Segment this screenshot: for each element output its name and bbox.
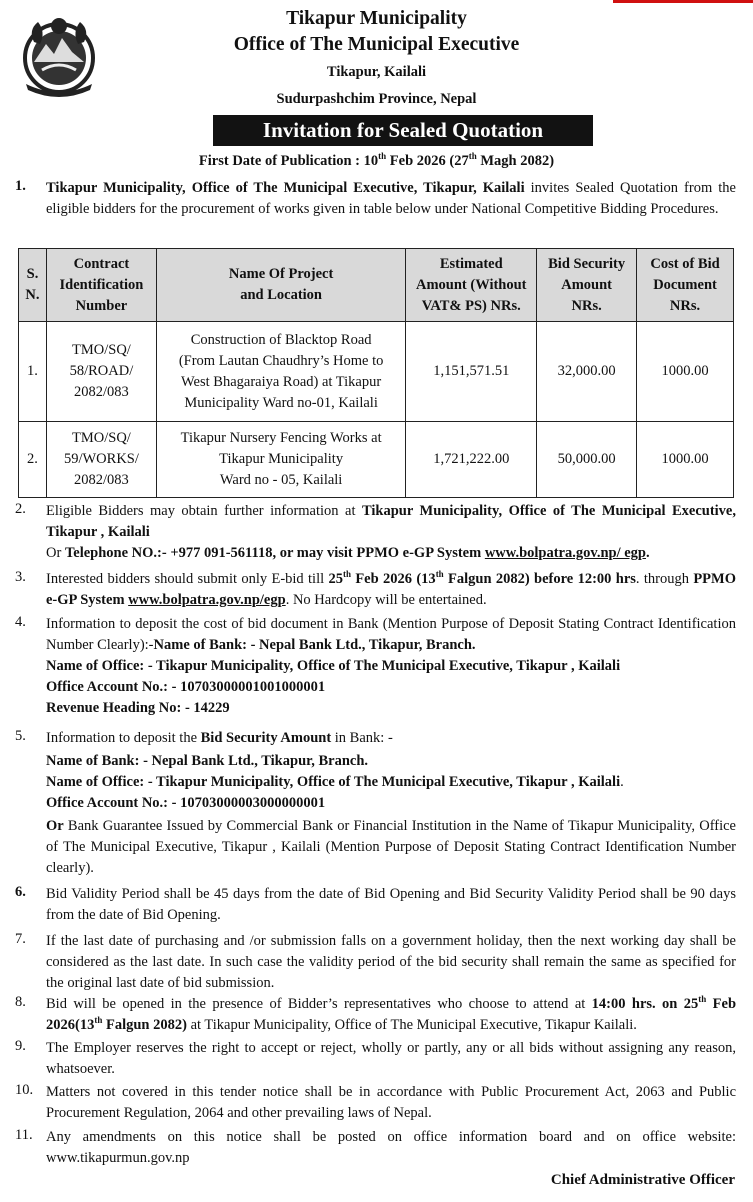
procurement-table [18, 248, 734, 498]
row-cost-document: 1000.00 [637, 422, 734, 498]
row-estimated-amount: 1,721,222.00 [406, 422, 537, 498]
header-bid-security: Bid Security Amount NRs. [537, 249, 637, 322]
clause-11: 11. Any amendments on this notice shall be posted on office information board and on office website: www.tikapurmun.gov.np [15, 1127, 736, 1166]
clause-4: 4. Information to deposit the cost of bid document in Bank (Mention Purpose of Deposit Stating Contract Identification Number Clearly):-Name of Bank: - Nepal Bank Ltd., Tikapur, Branch. Name of Office: - Tikapur Municipality, Office of The Municipal Executive, Tikapur , Kailali Office Account No.: - 10703000001001000001 Revenue Heading No: - 14229 [15, 614, 736, 716]
header-estimated-amount: Estimated Amount (Without VAT& PS) NRs. [406, 249, 537, 322]
table-row [19, 422, 734, 498]
clause-10: 10. Matters not covered in this tender notice shall be in accordance with Public Procurement Act, 2063 and Public Procurement Regulation, 2064 and other prevailing laws of Nepal. [15, 1082, 736, 1121]
signature-title: Chief Administrative Officer [550, 1172, 735, 1188]
city-name: Tikapur, Kailali [326, 64, 427, 80]
organization-name: Tikapur Municipality [286, 8, 467, 29]
row-bid-security: 50,000.00 [537, 422, 637, 498]
header-sn: S. N. [19, 249, 47, 322]
notice-title: Invitation for Sealed Quotation [213, 115, 593, 146]
office-name: Office of The Municipal Executive [233, 34, 520, 55]
header-project-name: Name Of Project and Location [156, 249, 405, 322]
clause-1: 1. Tikapur Municipality, Office of The Municipal Executive, Tikapur, Kailali invites Sealed Quotation from the eligible bidders for the procurement of works given in table below under National Competitive Bidding Procedures. [15, 178, 736, 217]
table-header-row [19, 249, 734, 322]
row-contract-id: TMO/SQ/ 59/WORKS/ 2082/083 [46, 422, 156, 498]
bolpatra-egp-link[interactable]: www.bolpatra.gov.np/egp [128, 592, 286, 608]
clause-3: 3. Interested bidders should submit only E-bid till 25th Feb 2026 (13th Falgun 2082) before 12:00 hrs. through PPMO e-GP System www.bolpatra.gov.np/egp. No Hardcopy will be entertained. [15, 569, 737, 608]
clause-6: 6. Bid Validity Period shall be 45 days from the date of Bid Opening and Bid Security Validity Period shall be 90 days from the date of Bid Opening. [15, 884, 736, 923]
clause-9: 9. The Employer reserves the right to accept or reject, wholly or partly, any or all bids without assigning any reason, whatsoever. [15, 1038, 736, 1077]
clause-2: 2. Eligible Bidders may obtain further information at Tikapur Municipality, Office of The Municipal Executive, Tikapur , Kailali Or Telephone NO.:- +977 091-561118, or may visit PPMO e-GP System www.bolpatra.gov.np/ egp. [15, 501, 736, 561]
row-bid-security: 32,000.00 [537, 322, 637, 422]
header-cost-document: Cost of Bid Document NRs. [637, 249, 734, 322]
row-contract-id: TMO/SQ/ 58/ROAD/ 2082/083 [46, 322, 156, 422]
corner-mark [613, 0, 753, 3]
province-name: Sudurpashchim Province, Nepal [276, 91, 477, 107]
header-contract-id: Contract Identification Number [46, 249, 156, 322]
row-estimated-amount: 1,151,571.51 [406, 322, 537, 422]
table-row [19, 322, 734, 422]
clause-8: 8. Bid will be opened in the presence of Bidder’s representatives who choose to attend at 14:00 hrs. on 25th Feb 2026(13th Falgun 2082) at Tikapur Municipality, Office of The Municipal Executive, Tikapur Kailali. [15, 994, 737, 1033]
row-project-name: Tikapur Nursery Fencing Works at Tikapur Municipality Ward no - 05, Kailali [156, 422, 405, 498]
row-cost-document: 1000.00 [637, 322, 734, 422]
bolpatra-link[interactable]: www.bolpatra.gov.np/ egp [484, 545, 646, 561]
row-project-name: Construction of Blacktop Road (From Lautan Chaudhry’s Home to West Bhagaraiya Road) at Tikapur Municipality Ward no-01, Kailali [156, 322, 405, 422]
publication-date: First Date of Publication : 10th Feb 2026 (27th Magh 2082) [198, 151, 555, 169]
row-sn: 1. [19, 322, 47, 422]
clause-5: 5. Information to deposit the Bid Security Amount in Bank: - Name of Bank: - Nepal Bank Ltd., Tikapur, Branch. Name of Office: - Tikapur Municipality, Office of The Municipal Executive, Tikapur , Kailali. Office Account No.: - 10703000003000000001 Or Bank Guarantee Issued by Commercial Bank or Financial Institution in the Name of Tikapur Municipality, Office of The Municipal Executive, Tikapur , Kailali (Mention Purpose of Deposit Stating Contract Identification Number clearly). [15, 728, 736, 876]
clause-7: 7. If the last date of purchasing and /or submission falls on a government holiday, then the next working day shall be considered as the last date. In such case the validity period of the bid security shall remain the same as specified for the original last date of bid submission. [15, 931, 736, 991]
row-sn: 2. [19, 422, 47, 498]
